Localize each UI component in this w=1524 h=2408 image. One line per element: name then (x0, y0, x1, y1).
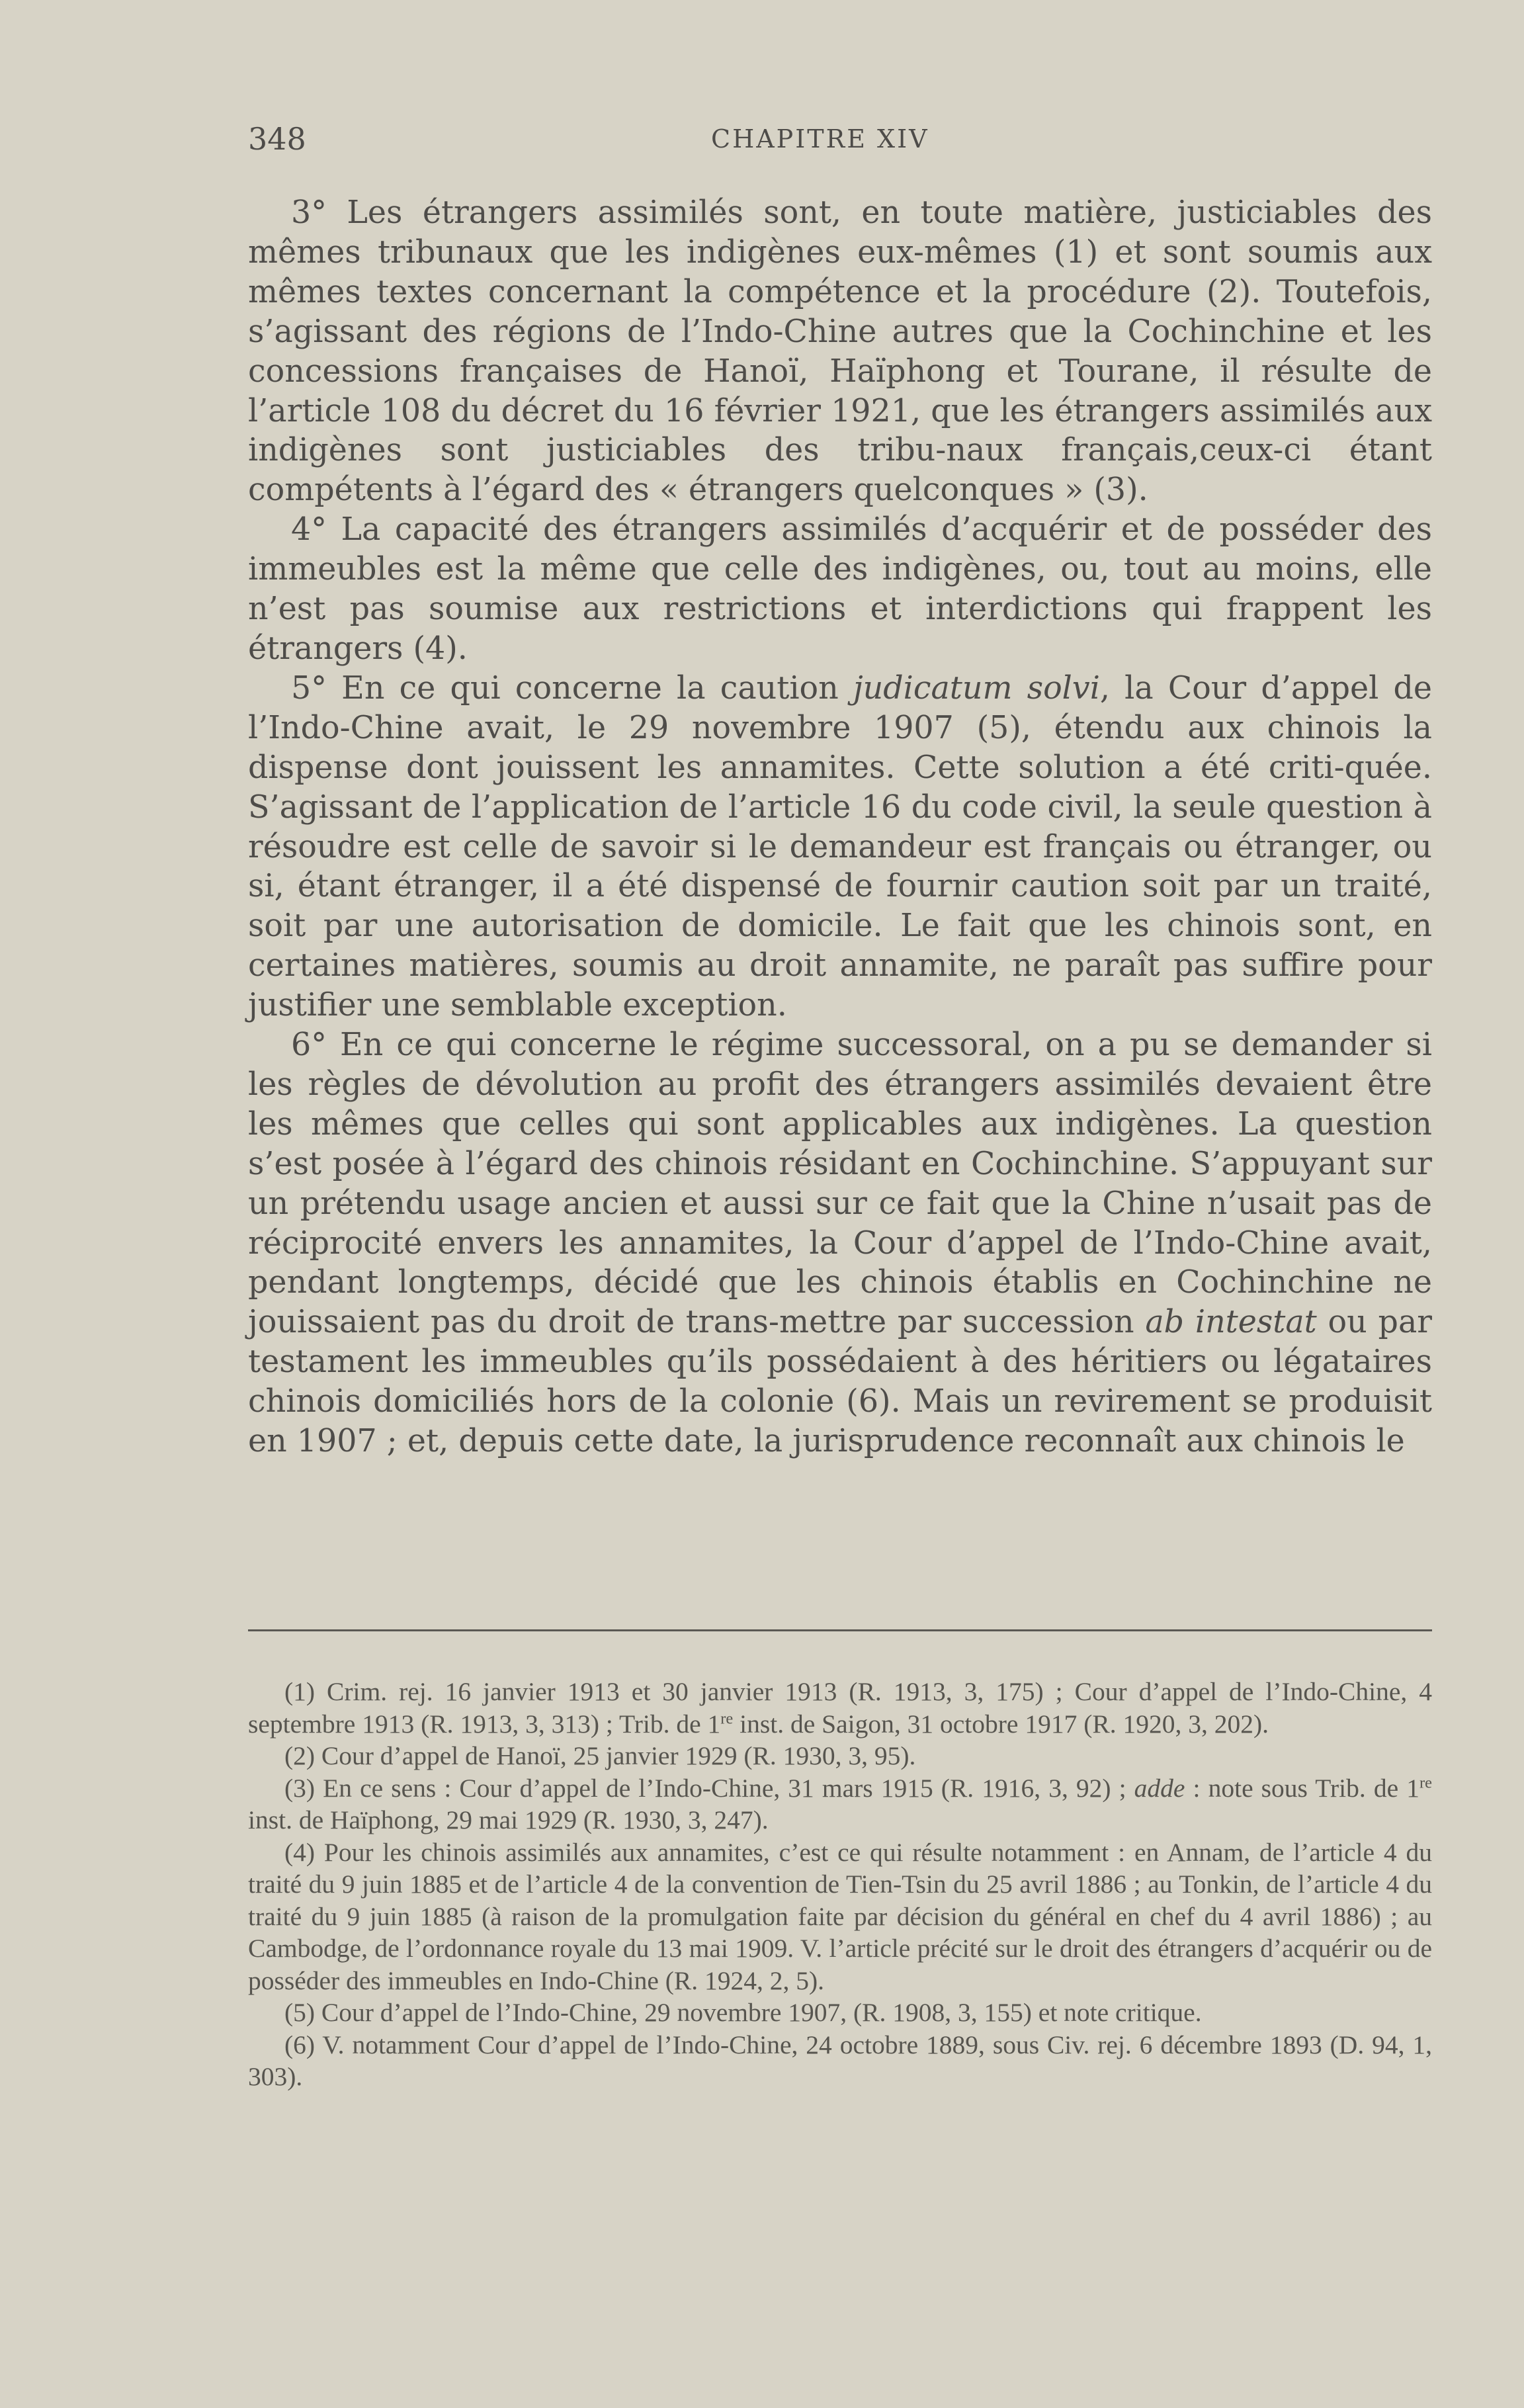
paragraph-5-italic: judicatum solvi (853, 669, 1100, 707)
paragraph-6-text-b: ou par testament les immeubles qu’ils possédaient à des héritiers ou légataires chinois domiciliés hors de la colonie (6). Mais un revirement se produisit en 1907 ; et, depuis cette date, la jurisprudence reconnaît aux chinois le (248, 1304, 1432, 1460)
running-title: CHAPITRE XIV (711, 124, 929, 153)
footnote-3-sup: re (1419, 1774, 1432, 1792)
footnote-1-text-b: inst. de Saigon, 31 octobre 1917 (R. 1920, 3, 202). (733, 1709, 1269, 1739)
paragraph-5-text-b: , la Cour d’appel de l’Indo-Chine avait, le 29 novembre 1907 (5), étendu aux chinois la dispense dont jouissent les annamites. Cette solution a été criti-quée. S’agissant de l’application de l’article 16 du code civil, la seule question à résoudre est celle de savoir si le demandeur est français ou étranger, ou si, étant étranger, il a été dispensé de fournir caution soit par un traité, soit par une autorisation de domicile. Le fait que les chinois sont, en certaines matières, soumis au droit annamite, ne paraît pas suffire pour justifier une semblable exception. (248, 669, 1432, 1024)
paragraph-6-text-a: 6° En ce qui concerne le régime successoral, on a pu se demander si les règles de dévolution au profit des étrangers assimilés devaient être les mêmes que celles qui sont applicables aux indigènes. La question s’est posée à l’égard des chinois résidant en Cochinchine. S’appuyant sur un prétendu usage ancien et aussi sur ce fait que la Chine n’usait pas de réciprocité envers les annamites, la Cour d’appel de l’Indo-Chine avait, pendant longtemps, décidé que les chinois établis en Cochinchine ne jouissaient pas du droit de trans-mettre par succession (248, 1027, 1432, 1341)
footnote-3-text-b: : note sous Trib. de 1 (1185, 1773, 1419, 1803)
footnotes (248, 1676, 1432, 2093)
footnote-1-text-a: (1) Crim. rej. 16 janvier 1913 et 30 janvier 1913 (R. 1913, 3, 175) ; Cour d’appel de l’Indo-Chine, 4 septembre 1913 (R. 1913, 3, 313) ; Trib. de 1 (248, 1677, 1432, 1739)
footnote-3-italic: adde (1134, 1773, 1185, 1803)
paragraph-5 (248, 669, 1432, 1025)
footnote-separator (248, 1629, 1432, 1631)
paragraph-6 (248, 1025, 1432, 1461)
footnote-1 (248, 1676, 1432, 1740)
footnote-3 (248, 1772, 1432, 1836)
paragraph-3: 3° Les étrangers assimilés sont, en toute matière, justiciables des mêmes tribunaux que les indigènes eux-mêmes (1) et sont soumis aux mêmes textes concernant la compétence et la procédure (2). Toutefois, s’agissant des régions de l’Indo-Chine autres que la Cochinchine et les concessions françaises de Hanoï, Haïphong et Tourane, il résulte de l’article 108 du décret du 16 février 1921, que les étrangers assimilés aux indigènes sont justiciables des tribu-naux français,ceux-ci étant compétents à l’égard des « étrangers quelconques » (3). (248, 194, 1432, 509)
paragraph-5-text-a: 5° En ce qui concerne la caution (291, 669, 853, 707)
footnote-1-sup: re (720, 1709, 734, 1728)
main-text (248, 193, 1432, 1461)
footnote-6: (6) V. notamment Cour d’appel de l’Indo-Chine, 24 octobre 1889, sous Civ. rej. 6 décembre 1893 (D. 94, 1, 303). (248, 2030, 1432, 2091)
paragraph-4: 4° La capacité des étrangers assimilés d’acquérir et de posséder des immeubles est la même que celle des indigènes, ou, tout au moins, elle n’est pas soumise aux restrictions et interdictions qui frappent les étrangers (4). (248, 511, 1432, 667)
footnote-5: (5) Cour d’appel de l’Indo-Chine, 29 novembre 1907, (R. 1908, 3, 155) et note critique. (284, 1998, 1202, 2027)
footnote-4: (4) Pour les chinois assimilés aux annamites, c’est ce qui résulte notamment : en Annam, de l’article 4 du traité du 9 juin 1885 et de l’article 4 de la convention de Tien-Tsin du 25 avril 1886 ; au Tonkin, de l’article 4 du traité du 9 juin 1885 (à raison de la promulgation faite par décision du général en chef du 4 avril 1886) ; au Cambodge, de l’ordonnance royale du 13 mai 1909. V. l’article précité sur le droit des étrangers d’acquérir ou de posséder des immeubles en Indo-Chine (R. 1924, 2, 5). (248, 1837, 1432, 1995)
paragraph-6-italic: ab intestat (1145, 1304, 1317, 1341)
page-number: 348 (248, 121, 306, 157)
page-header (248, 118, 1432, 160)
footnote-2: (2) Cour d’appel de Hanoï, 25 janvier 1929 (R. 1930, 3, 95). (284, 1741, 916, 1770)
footnote-3-text-a: (3) En ce sens : Cour d’appel de l’Indo-Chine, 31 mars 1915 (R. 1916, 3, 92) ; (284, 1773, 1134, 1803)
footnote-3-text-c: inst. de Haïphong, 29 mai 1929 (R. 1930, 3, 247). (248, 1805, 769, 1834)
